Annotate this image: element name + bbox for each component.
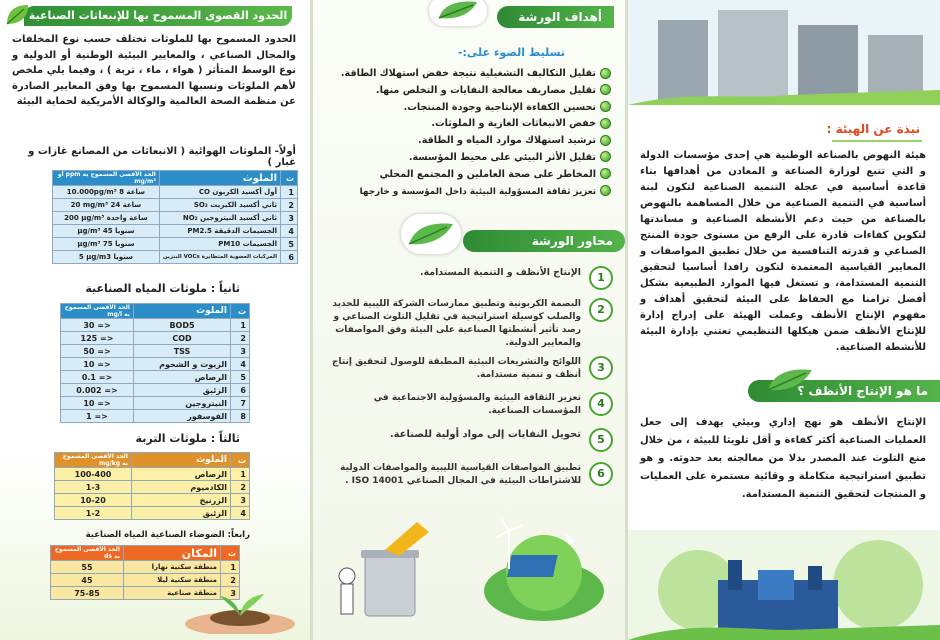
table-row: 2 COD 125 => [61,332,250,345]
table-row: 8 الفوسفور 1 => [61,410,250,423]
bullet-icon [600,84,611,95]
bullet-icon [600,101,611,112]
axes-title-bar: محاور الورشة [463,230,625,252]
noise-table-head: ت المكان الحد الأقصى المسموح به ds [51,546,240,561]
eco-globe-illustration [479,511,609,626]
axis-item-4: 4 تعزيز الثقافة البيئية والمسؤولية الاجتماعية في المؤسسات الصناعية. [323,392,613,418]
bullet-icon [600,118,611,129]
list-item: تعزيز ثقافة المسؤولية البيئية داخل المؤسسة و خارجها [321,184,611,201]
bullet-icon [600,168,611,179]
table-row: 5 الجسيمات PM10 µg/m³ 75 سنويا [53,238,298,251]
goals-leaf-circle [429,0,487,26]
right-panel [628,0,940,640]
leaf-icon [429,0,487,26]
list-item: تحسين الكفاءة الإنتاجية وجودة المنتجات. [321,100,611,117]
list-item: تقليل مصاريف معالجة النفايات و التخلص منها. [321,83,611,100]
water-title: ثانياً : ملوثات المياه الصناعية [85,282,240,295]
air-table [52,170,298,264]
axis-item-1: 1 الإنتاج الأنظف و التنمية المستدامة. [323,266,613,290]
middle-panel [313,0,625,640]
goals-list [321,66,611,200]
list-item: خفض الانبعاثات الغازية و الملوثات. [321,116,611,133]
air-title: أولاً- الملوثات الهوائية ( الانبعاثات من المصانع غازات و غبار ) [28,146,296,168]
list-item: ترشيد استهلاك موارد المياه و الطاقة. [321,133,611,150]
leaf-icon [4,2,30,28]
table-row: 4 الزيوت و الشحوم 10 => [61,358,250,371]
left-panel [0,0,310,640]
table-row: 6 الزئبق 0.002 => [61,384,250,397]
axes-leaf-circle [401,214,461,254]
table-row: 1 الرصاص 100-400 [55,468,250,481]
water-table-head: ت الملوث الحد الأقصى المسموح به mg/l [61,304,250,319]
air-table-head: ت الملوث الحد الأقصى المسموح به ppm أو mg/m³ [53,171,298,186]
axis-item-2: 2 البصمة الكربونية وتطبيق ممارسات الشركة الليبية للحديد والصلب كوسيلة استراتيجية في تقليل التلوث الصناعي و رصد تأثير أنشطتها الصناعية على البيئة وفق المواصفات والمعايير الدولية. [323,298,613,350]
table-row: 2 منطقة سكنية ليلا 45 [51,574,240,587]
goals-title-bar: أهداف الورشة [497,6,614,28]
left-intro: الحدود المسموح بها للملوثات تختلف حسب نوع المخلفات والمجال الصناعي ، والمعايير البيئية الوطنية أو الدولية و نوع الوسط المتأثر ( هواء ، ماء ، تربة ) ، وفيما يلي ملخص لأهم الملوثات ونسبها المسموح بها وفق المعايير الصادرة عن منظمة الصحة العالمية والوكالة الأمريكية لحماية البيئة [12,34,296,107]
bullet-icon [600,68,611,79]
factory-photo [628,0,940,105]
axis-item-6: 6 تطبيق المواصفات القياسية الليبية والمواصفات الدولية للاشتراطات البيئية في المجال الصناعي ISO 14001 . [323,462,613,488]
recycling-illustration [325,516,475,626]
table-row: 3 منطقة صناعية 75-85 [51,587,240,600]
cp-text: الإنتاج الأنظف هو نهج إداري وبيئي يهدف إلى جعل العمليات الصناعية أكثر كفاءة و أقل تلويثا للبيئة ، من خلال منع التلوث عند المصدر بدلا من معالجته بعد حدوثه. و هو تطبيق استراتيجية متكاملة و وقائية مستمرة على العمليات و المنتجات لتحقيق التنمية المستدامة. [640,417,926,500]
bullet-icon [600,151,611,162]
table-row: 1 BOD5 30 => [61,319,250,332]
cp-title-bar: ما هو الإنتاج الأنظف ؟ [748,380,940,402]
table-row: 3 الزرنيخ 10-20 [55,494,250,507]
table-row: 2 الكادميوم 1-3 [55,481,250,494]
goals-subtitle: تسليط الضوء على:- [457,46,565,59]
bullet-icon [600,185,611,196]
table-row: 2 ثاني أكسيد الكبريت SO₂ 20 mg/m³ 24 ساعة [53,199,298,212]
green-factory-illustration [628,530,940,640]
soil-title: ثالثاً : ملوثات التربة [135,432,240,445]
table-row: 5 الرصاص 0.1 => [61,371,250,384]
table-row: 1 أول أكسيد الكربون CO 10.000pg/m³ 8 ساعة [53,186,298,199]
about-accent-line [832,140,922,142]
list-item: المخاطر على صحة العاملين و المجتمع المحلي [321,167,611,184]
soil-table-head: ت الملوث الحد الأقصى المسموح به mg/kg [55,453,250,468]
table-row: 3 TSS 50 => [61,345,250,358]
axis-item-3: 3 اللوائح والتشريعات البيئية المطبقة للوصول لتحقيق إنتاج أنظف و تنمية مستدامة. [323,356,613,382]
about-title: نبذة عن الهيئة : [826,122,920,136]
table-row: 6 المركبات العضوية المتطايرة VOCs البنزين 5 µg/m3 سنويا [53,251,298,264]
about-text: هيئة النهوض بالصناعة الوطنية هي إحدى مؤسسات الدولة و التي تتبع لوزارة الصناعة و المعادن من أهدافها بناء قاعدة أساسية في عجلة التنمية الصناعية لتكون لبنة أساسية في التنمية الصناعية من خلال المساهمة بالنهوض بالصناعة من حيث دعم الأنشطة الصناعية و مساندتها لتكوين كفاءات قادرة على الرفع من مستوى جودة المنتج الصناعي و قدرته التنافسية من خلال تطبيق المواصفات و المعايير القياسية المعتمدة لتكون رافدا أساسيا لتحقيق التنمية المستدامة، و تستغل فيها الموارد الطبيعية بشكل أفضل تزامنا مع الحفاظ على البيئة لتحقيق أهداف و مفهوم الإنتاج الأنظف وعملت الهيئة على إدراج إدارة للإنتاج الأنظف ضمن هيكلها التنظيمي تعتني بإدارة البيئة للأنشطة الصناعية. [640,150,926,353]
list-item: تقليل التكاليف التشغيلية نتيجة خفض استهلاك الطاقة. [321,66,611,83]
table-row: 3 ثاني أكسيد النيتروجين NO₂ 200 µg/m³ ساعة واحدة [53,212,298,225]
leaf-icon [760,360,820,400]
noise-title: رابعاً: الضوضاء الصناعية المياه الصناعية [85,530,250,540]
leaf-icon [401,214,461,254]
hands-plant-icon [180,574,300,634]
bullet-icon [600,135,611,146]
table-row: 4 الجسيمات الدقيقة PM2.5 µg/m³ 45 سنويا [53,225,298,238]
water-table [60,303,250,423]
table-row: 1 منطقة سكنية نهارا 55 [51,561,240,574]
list-item: تقليل الأثر البيئي على محيط المؤسسة. [321,150,611,167]
table-row: 7 النيتروجين 10 => [61,397,250,410]
left-header-bar: الحدود القصوى المسموح بها للإنبعاثات الصناعية [24,6,292,26]
axis-item-5: 5 تحويل النفايات إلى مواد أولية للصناعة. [323,428,613,452]
soil-table [54,452,250,520]
table-row: 4 الزئبق 1-2 [55,507,250,520]
